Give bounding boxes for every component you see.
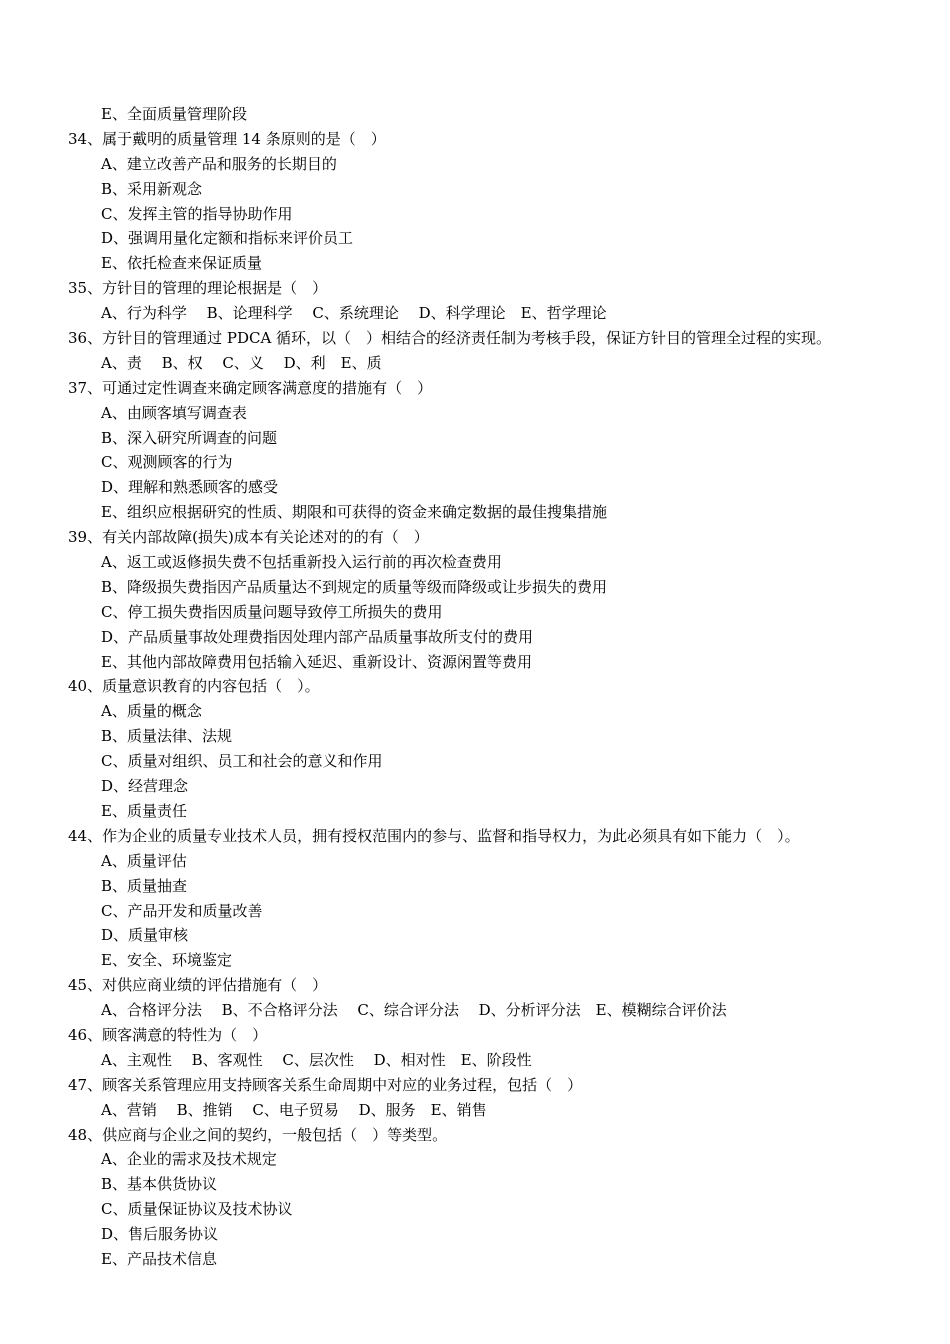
option-text: E、全面质量管理阶段 (101, 105, 247, 123)
option-text: A、责 B、权 C、义 D、利 E、质 (101, 353, 382, 372)
option-text: D、理解和熟悉顾客的感受 (101, 478, 279, 497)
question-text: 39、有关内部故障(损失)成本有关论述对的的有（ ） (68, 528, 429, 547)
option-text: E、安全、环境鉴定 (101, 951, 232, 970)
option-text: C、观测顾客的行为 (101, 453, 233, 472)
option-text: B、质量抽查 (101, 876, 188, 895)
option-text: D、质量审核 (101, 926, 189, 945)
option-text: A、由顾客填写调查表 (101, 403, 247, 422)
option-text: A、营销 B、推销 C、电子贸易 D、服务 E、销售 (101, 1100, 487, 1119)
question-text: 44、作为企业的质量专业技术人员，拥有授权范围内的参与、监督和指导权力，为此必须具有如下能力（ ）。 (68, 826, 800, 845)
option-text: C、质量保证协议及技术协议 (101, 1200, 293, 1219)
option-text: A、企业的需求及技术规定 (101, 1150, 277, 1169)
option-text: A、质量评估 (101, 851, 187, 870)
option-text: B、质量法律、法规 (101, 727, 233, 746)
option-text: A、行为科学 B、论理科学 C、系统理论 D、科学理论 E、哲学理论 (101, 304, 607, 323)
option-text: A、返工或返修损失费不包括重新投入运行前的再次检查费用 (101, 553, 502, 572)
document-page (0, 102, 950, 1272)
question-text: 40、质量意识教育的内容包括（ ）。 (68, 677, 320, 696)
option-text: B、采用新观念 (101, 179, 203, 198)
question-text: 36、方针目的管理通过 PDCA 循环，以（ ）相结合的经济责任制为考核手段，保证方针目的管理全过程的实现。 (68, 329, 832, 348)
option-text: E、产品技术信息 (101, 1249, 217, 1268)
option-text: B、深入研究所调查的问题 (101, 428, 278, 447)
option-text: A、质量的概念 (101, 702, 202, 721)
option-text: E、组织应根据研究的性质、期限和可获得的资金来确定数据的最佳搜集措施 (101, 503, 607, 522)
option-text: E、依托检查来保证质量 (101, 254, 262, 273)
option-text: D、经营理念 (101, 777, 189, 796)
question-text: 46、顾客满意的特性为（ ） (68, 1025, 268, 1044)
question-text: 37、可通过定性调查来确定顾客满意度的措施有（ ） (68, 378, 433, 397)
question-text: 45、对供应商业绩的评估措施有（ ） (68, 976, 328, 995)
option-text: D、售后服务协议 (101, 1225, 219, 1244)
option-text: B、降级损失费指因产品质量达不到规定的质量等级而降级或让步损失的费用 (101, 577, 608, 596)
option-text: D、产品质量事故处理费指因处理内部产品质量事故所支付的费用 (101, 627, 534, 646)
question-text: 47、顾客关系管理应用支持顾客关系生命周期中对应的业务过程，包括（ ） (68, 1075, 583, 1094)
question-text: 35、方针目的管理的理论根据是（ ） (68, 279, 328, 298)
option-text: E、其他内部故障费用包括输入延迟、重新设计、资源闲置等费用 (101, 652, 532, 671)
option-text: C、发挥主管的指导协助作用 (101, 204, 293, 223)
option-text: A、合格评分法 B、不合格评分法 C、综合评分法 D、分析评分法 E、模糊综合评价法 (101, 1001, 727, 1020)
option-text: A、主观性 B、客观性 C、层次性 D、相对性 E、阶段性 (101, 1050, 532, 1069)
option-text: E、质量责任 (101, 801, 187, 820)
question-text: 34、属于戴明的质量管理 14 条原则的是（ ） (68, 129, 386, 148)
option-text: C、产品开发和质量改善 (101, 901, 263, 920)
option-text: C、停工损失费指因质量问题导致停工所损失的费用 (101, 602, 443, 621)
option-text: B、基本供货协议 (101, 1175, 218, 1194)
question-text: 48、供应商与企业之间的契约，一般包括（ ）等类型。 (68, 1125, 448, 1144)
option-text: C、质量对组织、员工和社会的意义和作用 (101, 752, 383, 771)
option-text: D、强调用量化定额和指标来评价员工 (101, 229, 354, 248)
option-text: A、建立改善产品和服务的长期目的 (101, 154, 337, 173)
